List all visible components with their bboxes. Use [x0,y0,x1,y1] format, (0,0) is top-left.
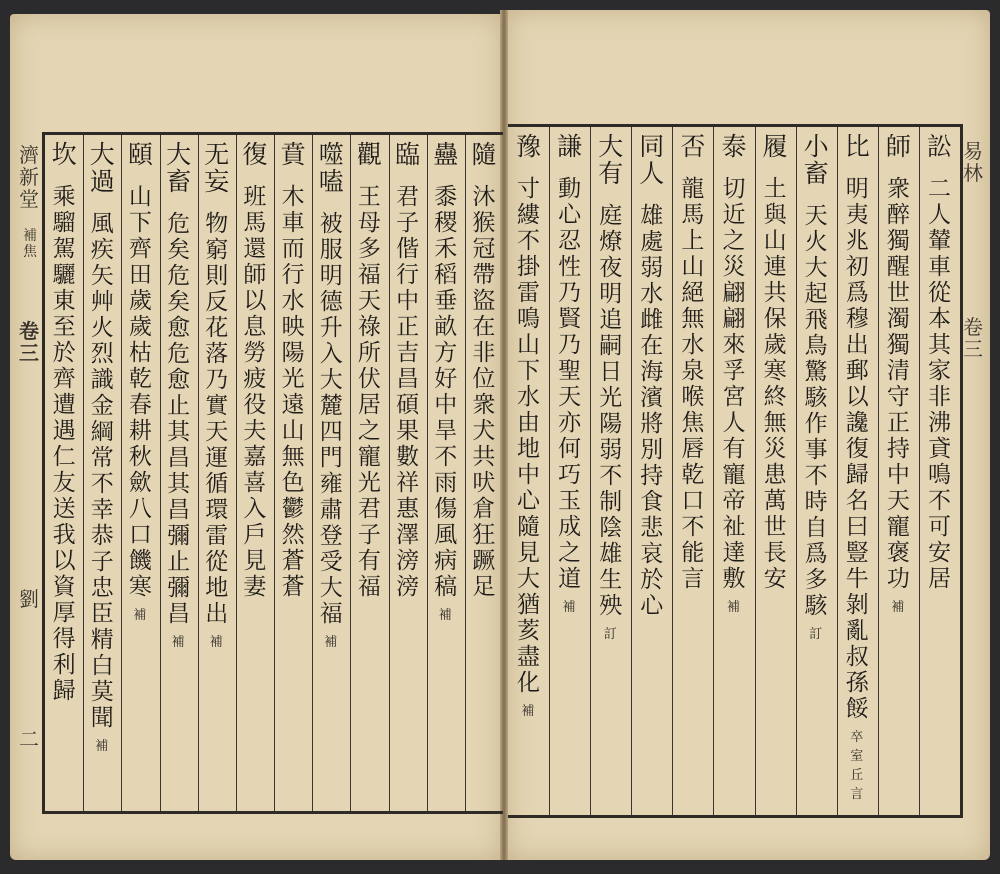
left-column [350,135,388,811]
right-column [713,127,754,815]
right-margin-title: 易林 [963,139,983,185]
right-hexagram-name: 師 [885,132,911,161]
left-hexagram-name: 噬嗑 [318,140,344,196]
right-text-frame [508,124,963,818]
right-annotation-mark: 補 [891,600,905,615]
left-column-rule [236,135,237,811]
left-column [427,135,465,811]
right-column-rule [796,127,797,815]
left-verse-text: 木車而行水映陽光遠山無色鬱然蒼蒼 [281,184,305,600]
right-column-rule [590,127,591,815]
right-column-rule [878,127,879,815]
left-column-rule [350,135,351,811]
right-verse-text: 二人輦車從本其家非沸貣鳴不可安居 [927,176,951,592]
left-column-rule [427,135,428,811]
right-column [837,127,878,815]
right-verse-text: 庭燎夜明追嗣日光陽弱不制陰雄生殃 [599,203,623,619]
left-margin-sub: 補焦 [23,228,37,260]
right-annotation-mark: 訂 [809,627,823,642]
left-verse-text: 黍稷禾稻垂畝方好中旱不雨傷風病稿 [434,184,458,600]
left-verse-text: 君子偕行中正吉昌碩果數祥惠澤滂滂 [396,184,420,600]
left-column-rule [198,135,199,811]
left-verse-text: 山下齊田歲歲枯乾春耕秋歛八口饑寒 [128,184,152,600]
right-column [755,127,796,815]
left-hexagram-name: 賁 [280,140,306,169]
right-column [508,127,549,815]
left-annotation-mark: 補 [438,608,452,623]
right-column [919,127,960,815]
right-verse-text: 寸縷不掛雷鳴山下水由地中心隨見大猶荄盡化 [517,176,541,696]
left-margin-title: 濟新堂 [19,143,39,211]
left-hexagram-name: 臨 [395,140,421,169]
left-hexagram-name: 復 [242,140,268,169]
left-column-rule [465,135,466,811]
left-hexagram-name: 觀 [356,140,382,169]
right-annotation-mark: 補 [726,600,740,615]
right-verse-text: 天火大起飛鳥驚駭作事不時自爲多駭 [804,203,828,619]
left-column [274,135,312,811]
left-column [45,135,83,811]
left-annotation-mark: 補 [171,635,185,650]
left-verse-text: 危矣危矣愈危愈止其昌其昌彌止彌昌 [167,211,191,627]
right-margin-volume: 卷三 [963,315,983,361]
left-column-rule [121,135,122,811]
right-column [878,127,919,815]
right-hexagram-name: 履 [762,132,788,161]
right-hexagram-name: 泰 [721,132,747,161]
left-hexagram-name: 无妄 [204,140,230,196]
right-column [672,127,713,815]
left-column [83,135,121,811]
right-annotation-mark: 卒室丘言 [850,730,864,802]
right-hexagram-name: 訟 [926,132,952,161]
left-column-rule [83,135,84,811]
left-hexagram-name: 蠱 [433,140,459,169]
right-column-rule [919,127,920,815]
right-column-rule [549,127,550,815]
right-verse-text: 雄處弱水雌在海濱將別持食悲哀於心 [640,203,664,619]
left-hexagram-name: 大過 [89,140,115,196]
left-verse-text: 沐猴冠帶盜在非位衆犬共吠倉狂蹶足 [472,184,496,600]
right-verse-text: 龍馬上山絕無水泉喉焦唇乾口不能言 [681,176,705,592]
left-annotation-mark: 補 [95,739,109,754]
left-column-rule [389,135,390,811]
right-hexagram-name: 比 [844,132,870,161]
right-column [549,127,590,815]
left-column [121,135,159,811]
left-hexagram-name: 頤 [127,140,153,169]
left-column-rule [274,135,275,811]
right-column-rule [755,127,756,815]
left-column [198,135,236,811]
left-margin-volume: 卷三 [19,319,39,365]
right-verse-text: 動心忍性乃賢乃聖天亦何巧玉成之道 [558,176,582,592]
left-column [160,135,198,811]
left-column [389,135,427,811]
right-column-rule [631,127,632,815]
right-verse-text: 切近之災翩翩來孚宮人有寵帝祉達敷 [722,176,746,592]
right-annotation-mark: 訂 [603,627,617,642]
right-column-rule [837,127,838,815]
right-column [590,127,631,815]
left-annotation-mark: 補 [324,635,338,650]
left-folio: 二 [19,727,39,751]
left-column-rule [312,135,313,811]
right-column-rule [713,127,714,815]
right-hexagram-name: 同人 [639,132,665,188]
left-verse-text: 班馬還師以息勞疲役夫嘉喜入戶見妻 [243,184,267,600]
left-hexagram-name: 隨 [471,140,497,169]
left-hexagram-name: 大畜 [166,140,192,196]
right-hexagram-name: 豫 [516,132,542,161]
right-hexagram-name: 謙 [557,132,583,161]
right-hexagram-name: 小畜 [803,132,829,188]
right-column-rule [672,127,673,815]
left-annotation-mark: 補 [133,608,147,623]
left-verse-text: 王母多福天祿所伏居之寵光君子有福 [357,184,381,600]
left-column-rule [160,135,161,811]
right-annotation-mark: 補 [562,600,576,615]
left-margin-side: 劉 [19,587,39,611]
left-text-frame [42,132,503,814]
right-hexagram-name: 大有 [598,132,624,188]
left-hexagram-name: 坎 [51,140,77,169]
right-hexagram-name: 否 [680,132,706,161]
left-annotation-mark: 補 [209,635,223,650]
left-column [312,135,350,811]
right-verse-text: 衆醉獨醒世濁獨清守正持中天寵褒功 [886,176,910,592]
left-verse-text: 乘騮駕驪東至於齊遭遇仁友送我以資厚得利歸 [52,184,76,704]
left-verse-text: 被服明德升入大麓四門雍肅登受大福 [319,211,343,627]
right-verse-text: 土與山連共保歲寒終無災患萬世長安 [763,176,787,592]
left-column [236,135,274,811]
right-annotation-mark: 補 [521,704,535,719]
left-verse-text: 風疾矢艸火烈識金綱常不幸恭子忠臣精白莫聞 [90,211,114,731]
right-verse-text: 明夷兆初爲穆出郵以讒復歸名曰豎牛剝亂叔孫餒 [845,176,869,722]
right-column [631,127,672,815]
left-column [465,135,503,811]
right-column [796,127,837,815]
left-verse-text: 物窮則反花落乃實天運循環雷從地出 [205,211,229,627]
